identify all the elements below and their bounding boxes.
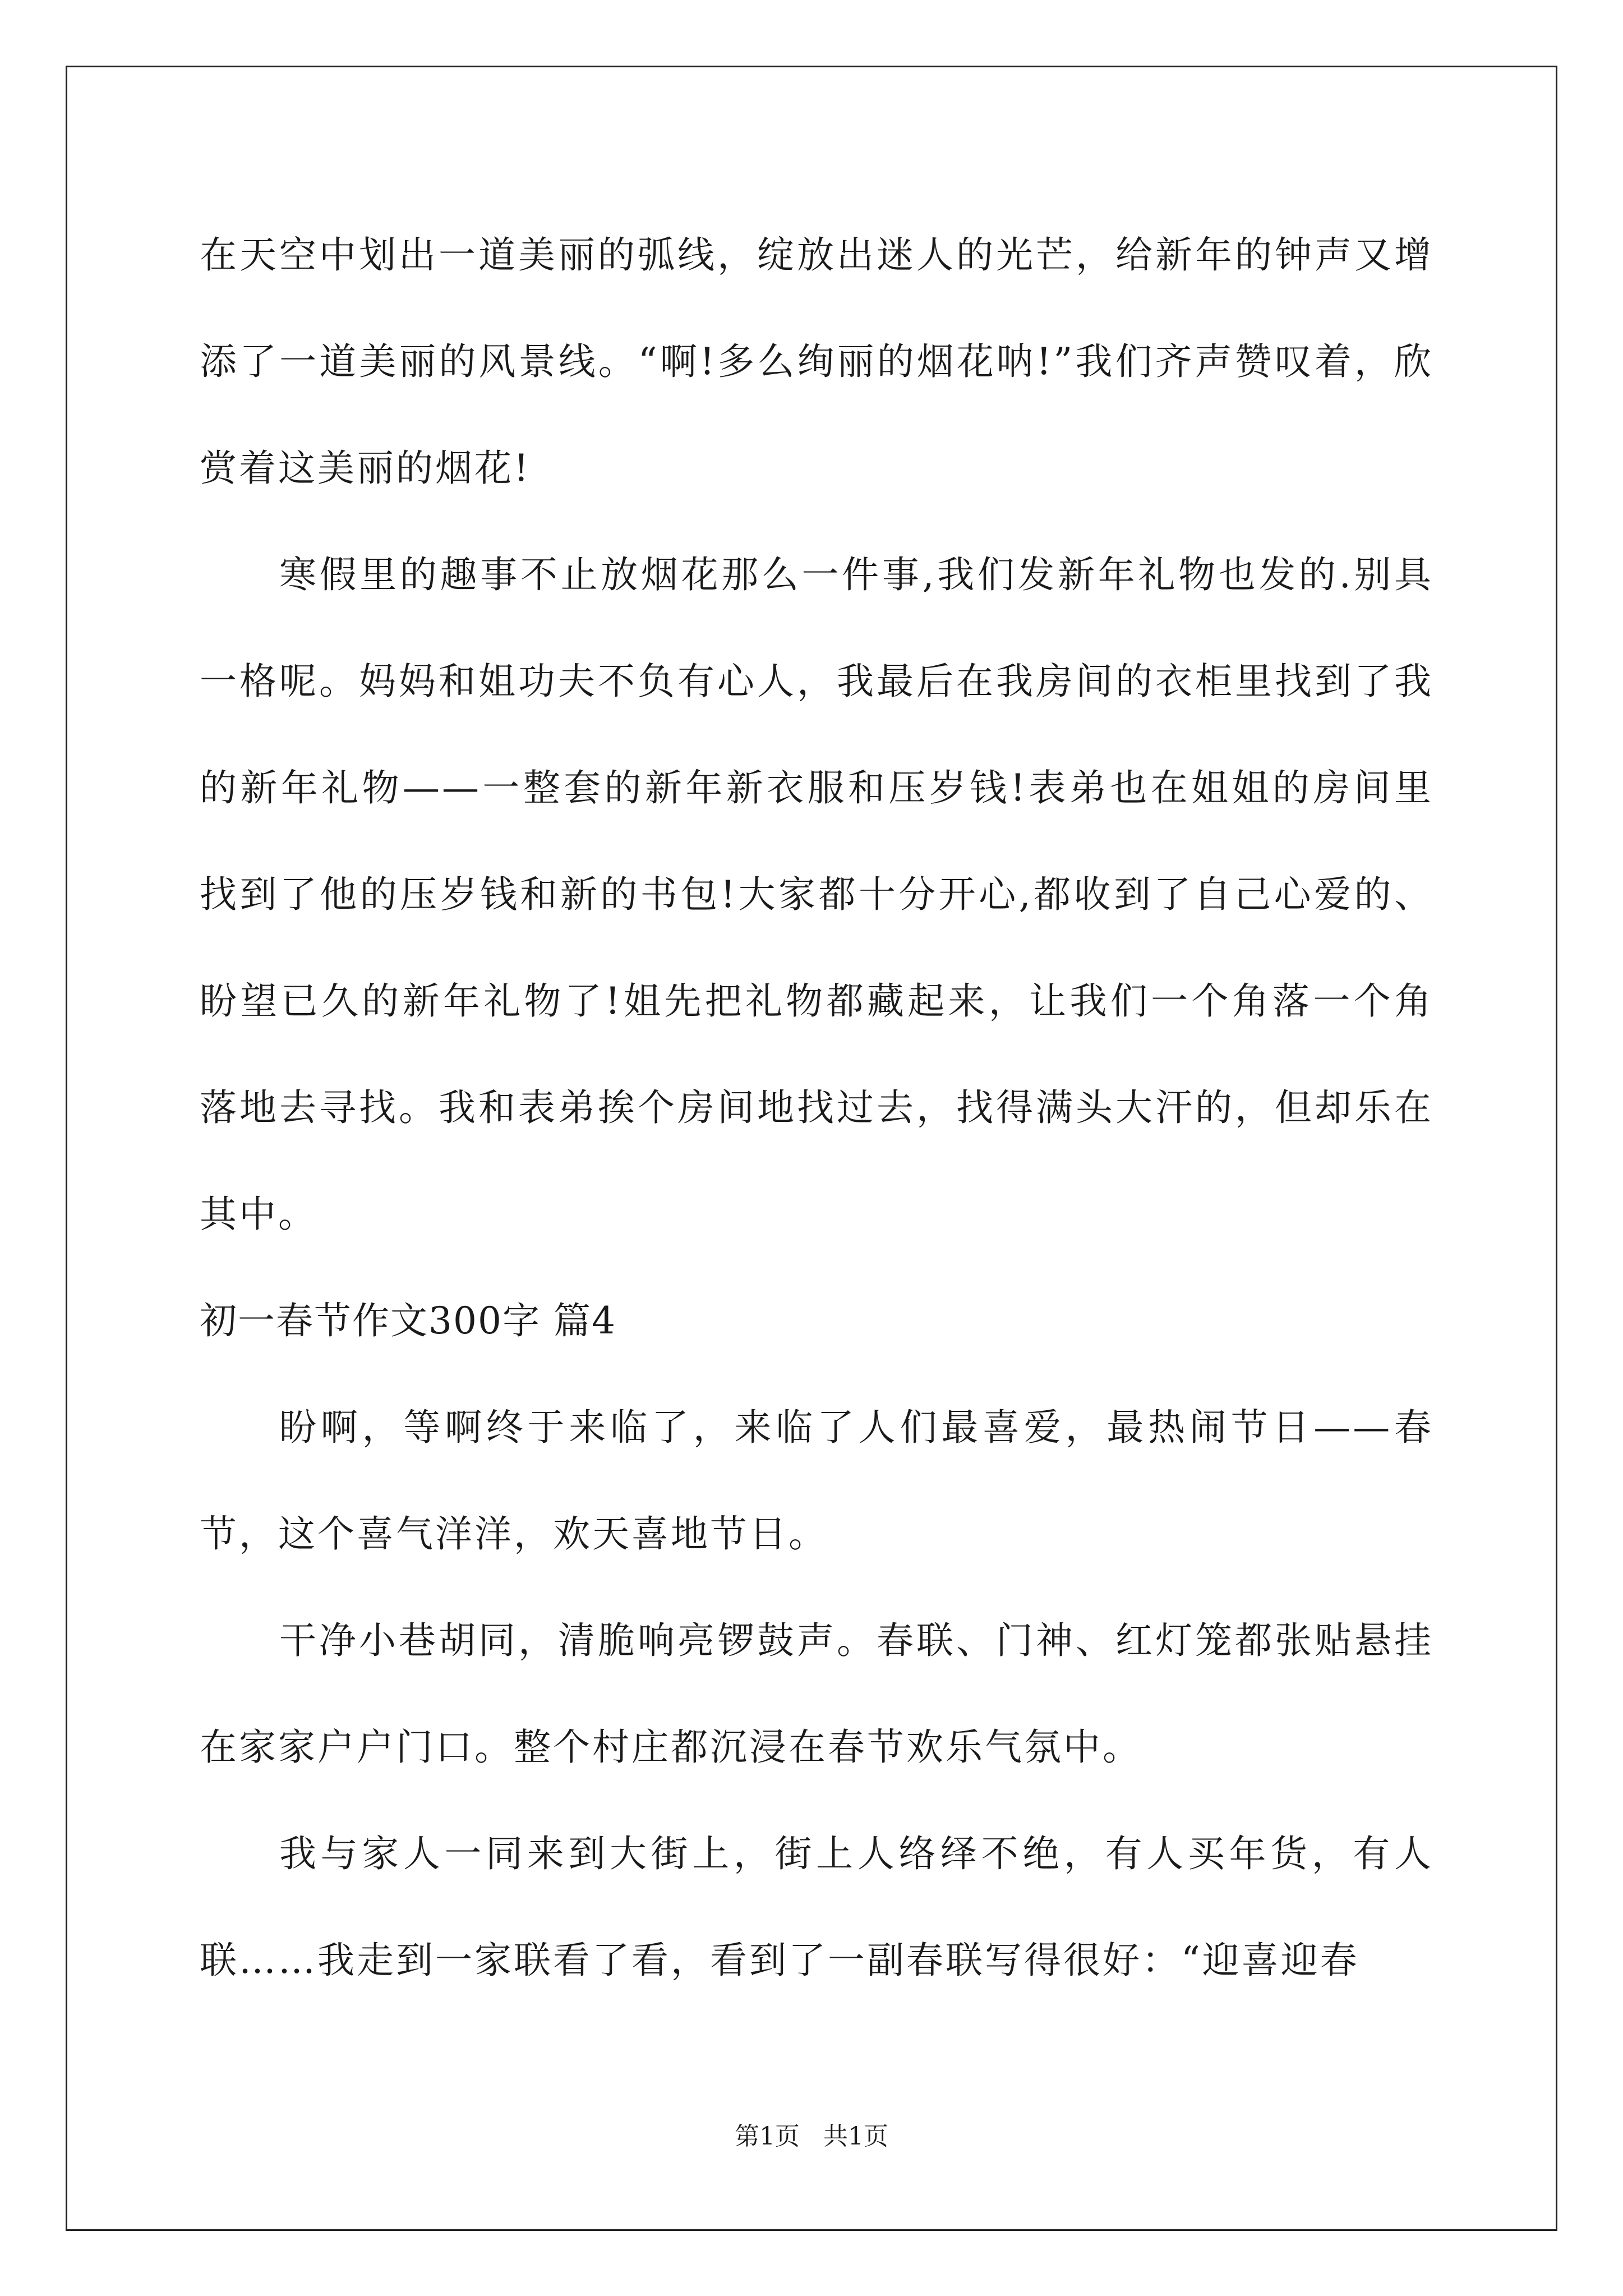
paragraph-1: 在天空中划出一道美丽的弧线，绽放出迷人的光芒，给新年的钟声又增添了一道美丽的风景线。“啊!多么绚丽的烟花呐!”我们齐声赞叹着，欣赏着这美丽的烟花! <box>200 233 1433 490</box>
document-body <box>200 202 1433 2014</box>
page-footer: 第1页 共1页 <box>735 2122 888 2151</box>
paragraph-3: 盼啊，等啊终于来临了，来临了人们最喜爱，最热闹节日——春节，这个喜气洋洋，欢天喜地节日。 <box>200 1406 1433 1556</box>
section-heading: 初一春节作文300字 篇4 <box>200 1299 616 1342</box>
paragraph-2: 寒假里的趣事不止放烟花那么一件事,我们发新年礼物也发的.别具一格呢。妈妈和姐功夫不负有心人，我最后在我房间的衣柜里找到了我的新年礼物——一整套的新年新衣服和压岁钱!表弟也在姐姐的房间里找到了他的压岁钱和新的书包!大家都十分开心,都收到了自己心爱的、盼望已久的新年礼物了!姐先把礼物都藏起来，让我们一个角落一个角落地去寻找。我和表弟挨个房间地找过去，找得满头大汗的，但却乐在其中。 <box>200 553 1433 1236</box>
paragraph-4: 干净小巷胡同，清脆响亮锣鼓声。春联、门神、红灯笼都张贴悬挂在家家户户门口。整个村庄都沉浸在春节欢乐气氛中。 <box>200 1619 1433 1769</box>
paragraph-5: 我与家人一同来到大街上，街上人络绎不绝，有人买年货，有人联……我走到一家联看了看，看到了一副春联写得很好：“迎喜迎春 <box>200 1832 1433 1982</box>
